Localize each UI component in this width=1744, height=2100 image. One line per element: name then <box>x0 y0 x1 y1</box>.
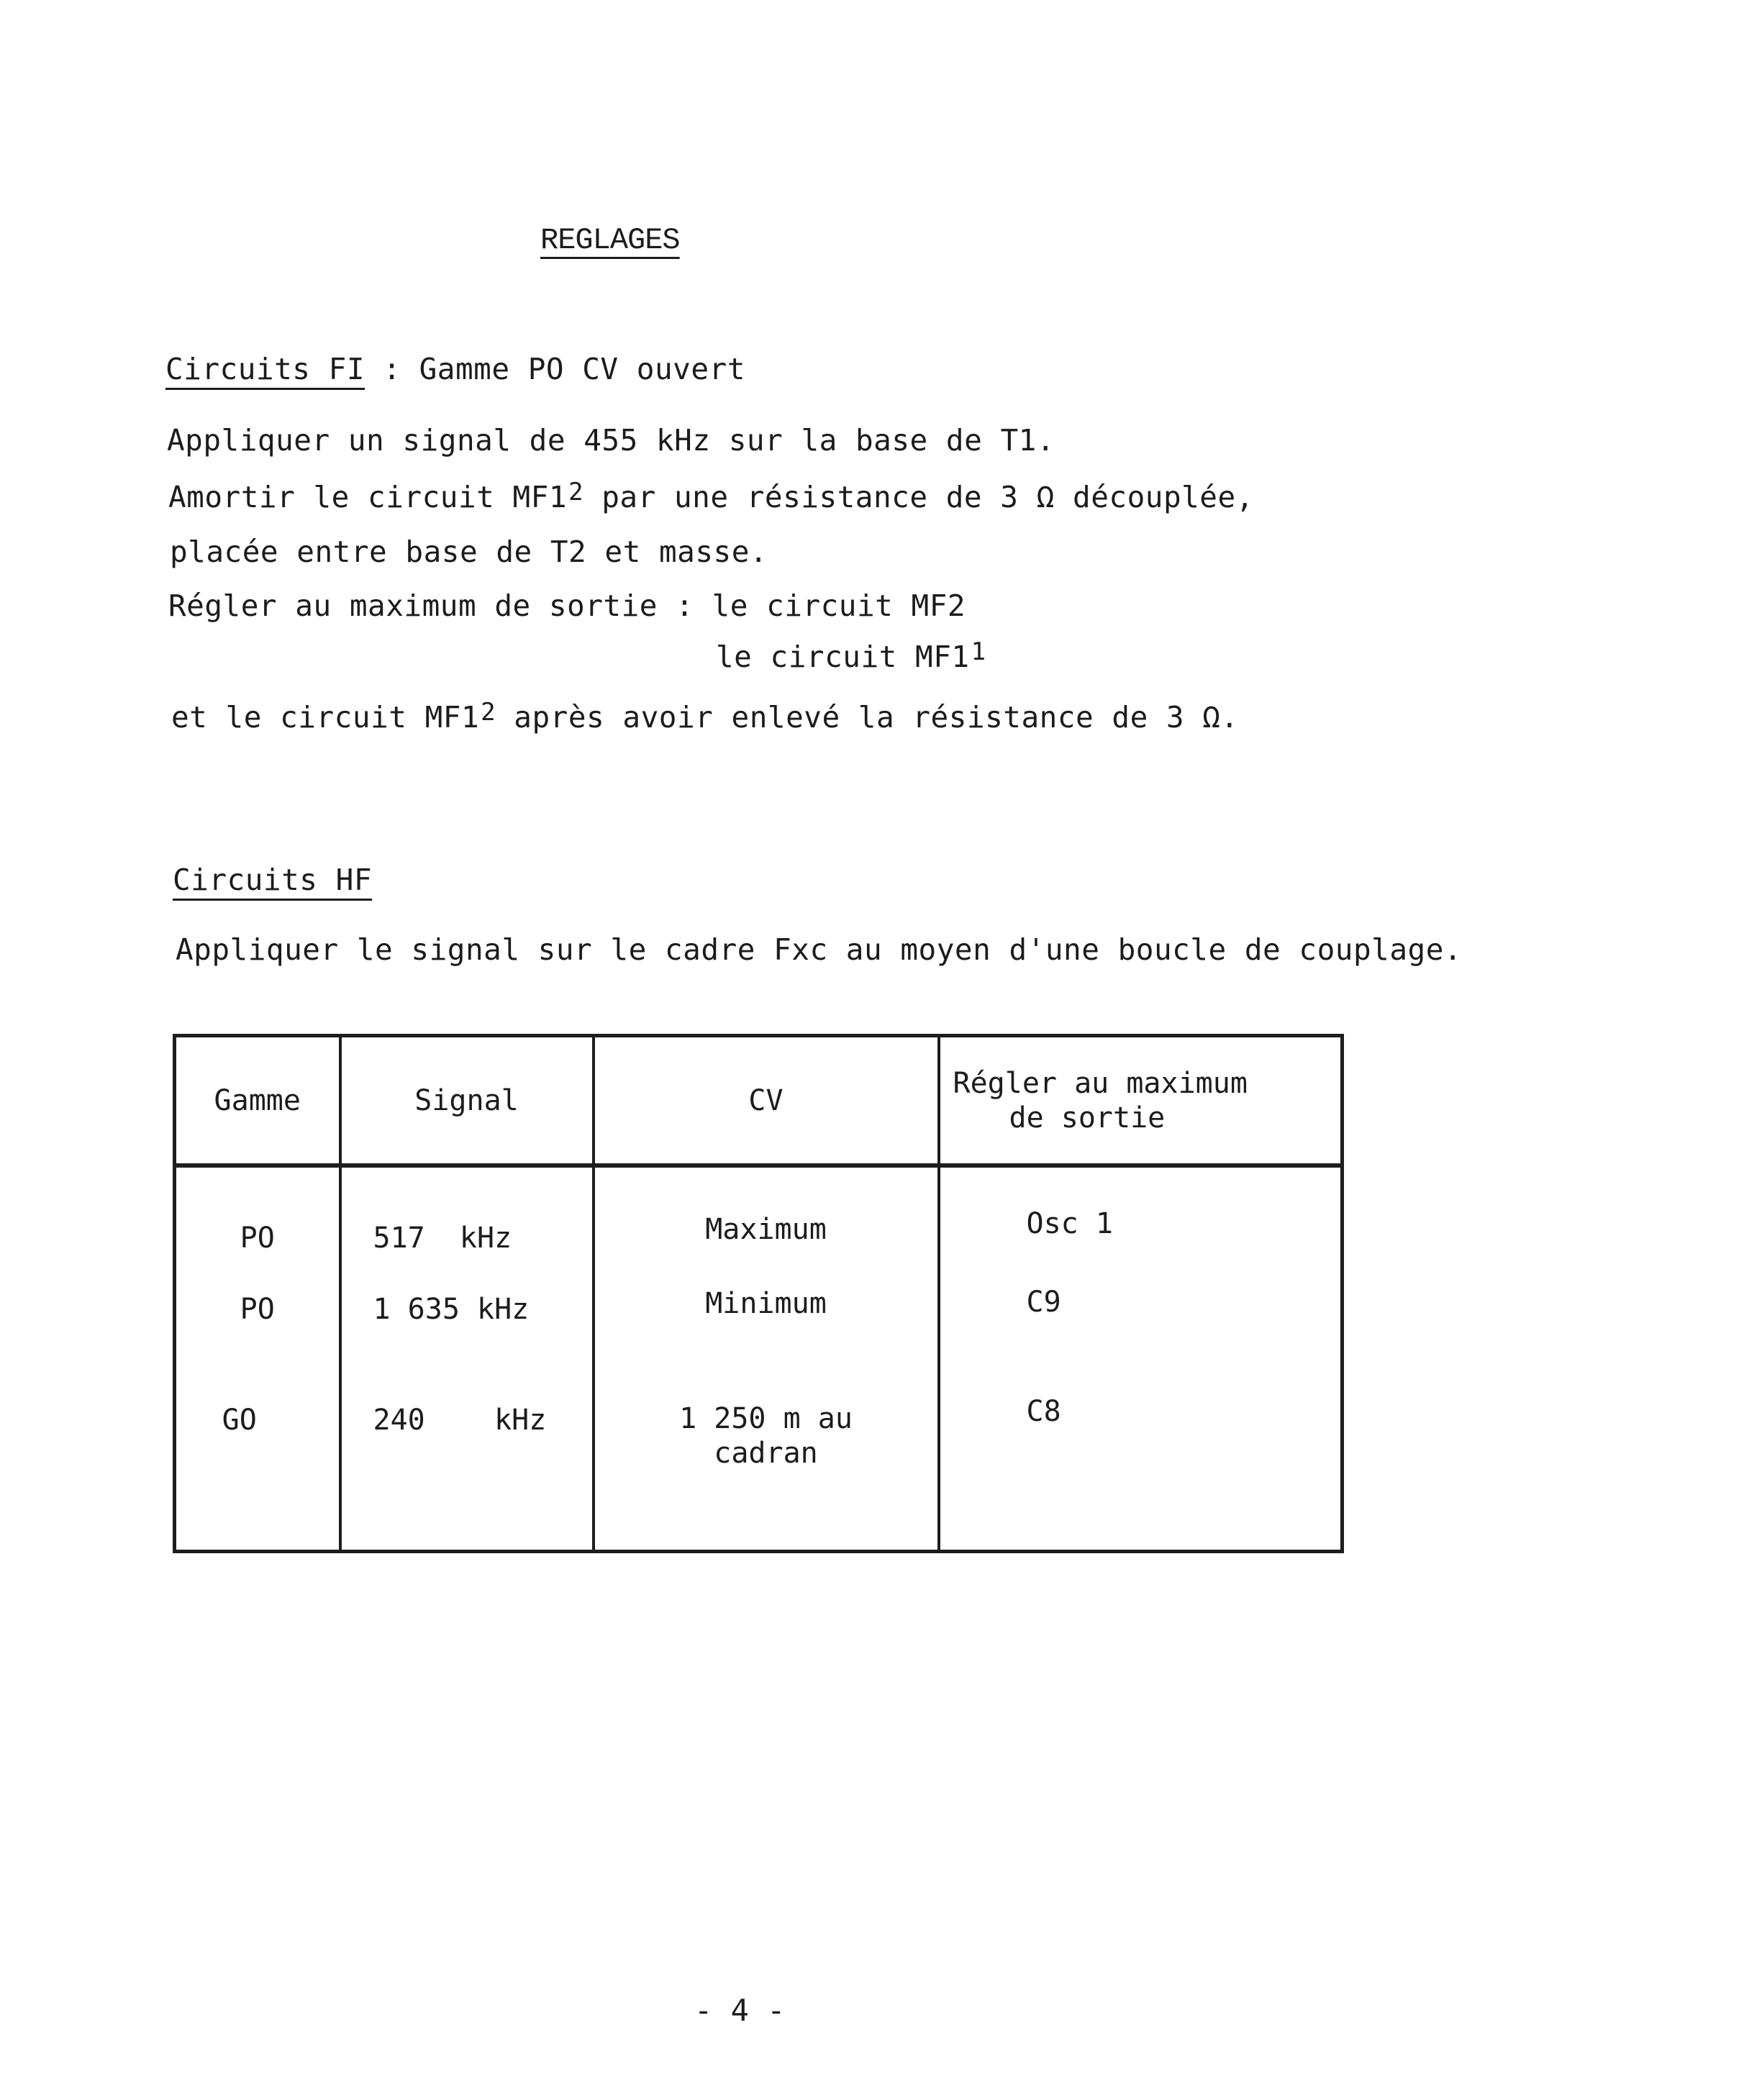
fi-line-6 <box>171 698 1239 735</box>
fi-line-5-a: le circuit MF1 <box>716 640 970 674</box>
table-row <box>175 1273 1343 1381</box>
section-hf-heading-line <box>173 865 372 895</box>
fi-line-2-b: par une résistance de 3 Ω découplée, <box>583 480 1254 514</box>
section-fi-heading-rest: : Gamme PO CV ouvert <box>365 352 745 386</box>
row-cv <box>594 1381 939 1552</box>
fi-line-5-superscript: 1 <box>971 637 986 666</box>
row-signal: 517 kHz <box>340 1165 594 1273</box>
fi-line-2-superscript: 2 <box>568 478 584 506</box>
fi-line-2 <box>168 478 1254 514</box>
page-title: REGLAGES <box>540 223 680 258</box>
adjustment-table <box>173 1034 1344 1553</box>
table-row <box>175 1381 1343 1552</box>
header-signal: Signal <box>340 1036 594 1166</box>
section-hf-heading: Circuits HF <box>173 863 373 897</box>
fi-line-5 <box>716 637 986 674</box>
row-gamme: PO <box>175 1273 340 1381</box>
fi-line-2-a: Amortir le circuit MF1 <box>168 480 568 514</box>
header-regler <box>939 1036 1343 1166</box>
row-cv-line2: cadran <box>714 1437 818 1470</box>
row-cv: Maximum <box>594 1165 939 1273</box>
table-row <box>175 1165 1343 1273</box>
row-regler: C9 <box>939 1273 1343 1381</box>
row-regler: C8 <box>939 1381 1343 1552</box>
row-gamme: GO <box>175 1381 340 1552</box>
fi-line-6-b: après avoir enlevé la résistance de 3 Ω. <box>496 700 1239 735</box>
fi-line-6-a: et le circuit MF1 <box>171 700 480 735</box>
header-cv: CV <box>594 1036 939 1166</box>
fi-line-3: placée entre base de T2 et masse. <box>170 535 768 569</box>
table-header-row <box>175 1036 1343 1166</box>
row-signal: 240 kHz <box>340 1381 594 1552</box>
header-regler-line1: Régler au maximum <box>953 1066 1248 1100</box>
fi-line-6-superscript: 2 <box>481 698 496 727</box>
row-cv: Minimum <box>594 1273 939 1381</box>
fi-line-4: Régler au maximum de sortie : le circuit MF2 <box>168 588 966 623</box>
hf-line-1: Appliquer le signal sur le cadre Fxc au moyen d'une boucle de couplage. <box>176 932 1463 967</box>
row-regler: Osc 1 <box>939 1165 1343 1273</box>
fi-line-1: Appliquer un signal de 455 kHz sur la base de T1. <box>167 423 1055 458</box>
row-cv-line1: 1 250 m au <box>679 1402 853 1435</box>
row-signal: 1 635 kHz <box>340 1273 594 1381</box>
page-number: - 4 - <box>694 1993 786 2028</box>
header-regler-line2: de sortie <box>1009 1101 1166 1135</box>
header-gamme: Gamme <box>175 1036 340 1166</box>
section-fi-heading-line <box>165 352 745 386</box>
section-fi-heading: Circuits FI <box>165 352 365 386</box>
row-gamme: PO <box>175 1165 340 1273</box>
